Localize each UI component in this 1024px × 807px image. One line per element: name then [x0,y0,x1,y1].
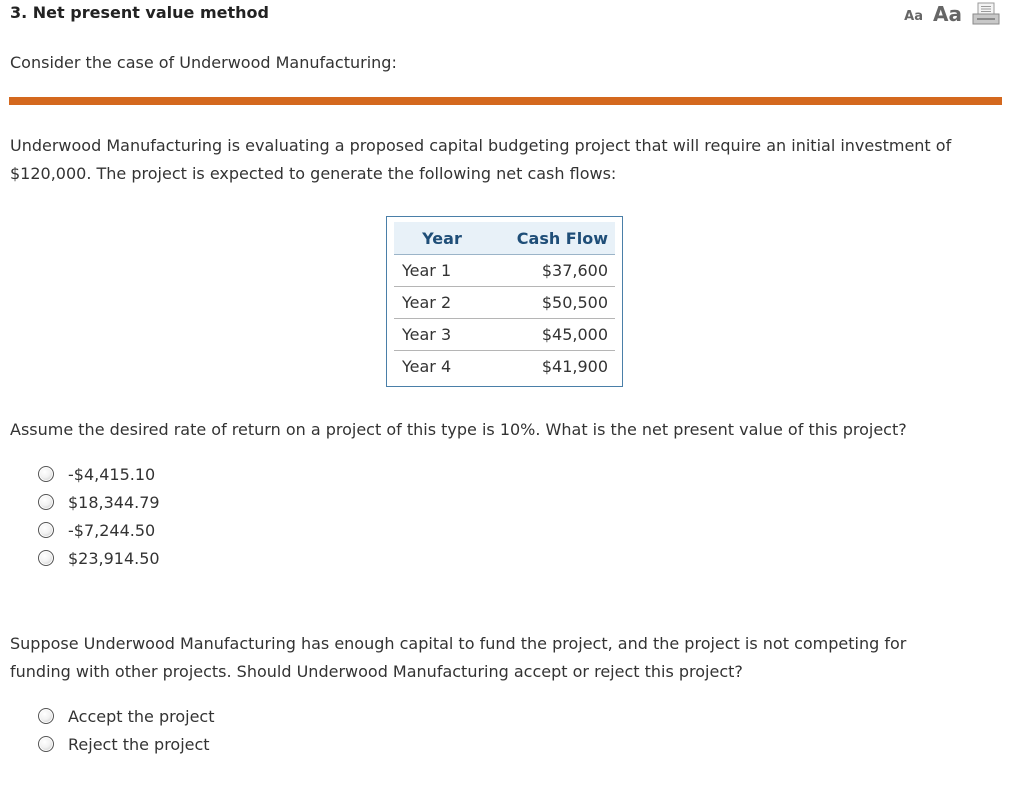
year-cell: Year 3 [402,325,452,344]
npv-option[interactable] [38,488,160,516]
accept-option[interactable] [38,702,215,730]
decision-answer-options [38,702,215,758]
radio-button[interactable] [38,466,54,482]
npv-option[interactable] [38,516,160,544]
table-row [394,287,615,319]
cash-flow-cell: $41,900 [541,357,608,376]
header-cash-flow: Cash Flow [516,228,608,248]
table-row [394,319,615,351]
header-year: Year [422,228,462,248]
reject-option[interactable] [38,730,215,758]
option-label: -$7,244.50 [68,520,156,540]
radio-button[interactable] [38,550,54,566]
cash-flow-cell: $50,500 [541,293,608,312]
decision-question-line-1: Suppose Underwood Manufacturing has enough capital to fund the project, and the project is not competing for [10,634,907,653]
npv-question: Assume the desired rate of return on a project of this type is 10%. What is the net present value of this project? [10,420,907,439]
problem-description-line-1: Underwood Manufacturing is evaluating a proposed capital budgeting project that will require an initial investment of [10,136,952,155]
question-title: 3. Net present value method [10,3,269,22]
npv-option[interactable] [38,544,160,572]
option-label: Accept the project [68,706,215,726]
npv-answer-options [38,460,160,572]
option-label: $18,344.79 [68,492,160,512]
font-size-small-button[interactable]: Aa [904,9,924,24]
problem-description [10,132,1000,188]
table-row [394,255,615,287]
radio-button[interactable] [38,494,54,510]
cash-flow-cell: $45,000 [541,325,608,344]
year-cell: Year 1 [402,261,452,280]
radio-button[interactable] [38,522,54,538]
font-size-large-button[interactable]: Aa [933,2,962,26]
table-row [394,351,615,382]
print-icon[interactable] [972,2,1000,26]
option-label: $23,914.50 [68,548,160,568]
option-label: -$4,415.10 [68,464,156,484]
option-label: Reject the project [68,734,210,754]
problem-description-line-2: $120,000. The project is expected to generate the following net cash flows: [10,164,617,183]
decision-question-line-2: funding with other projects. Should Underwood Manufacturing accept or reject this project? [10,662,743,681]
table-header [394,222,615,255]
decision-question [10,630,1000,686]
toolbar [904,2,1000,26]
cash-flow-table [386,216,623,387]
radio-button[interactable] [38,708,54,724]
cash-flow-cell: $37,600 [541,261,608,280]
year-cell: Year 4 [402,357,452,376]
section-divider [9,97,1002,105]
intro-text: Consider the case of Underwood Manufacturing: [10,53,397,72]
year-cell: Year 2 [402,293,452,312]
npv-option[interactable] [38,460,160,488]
radio-button[interactable] [38,736,54,752]
